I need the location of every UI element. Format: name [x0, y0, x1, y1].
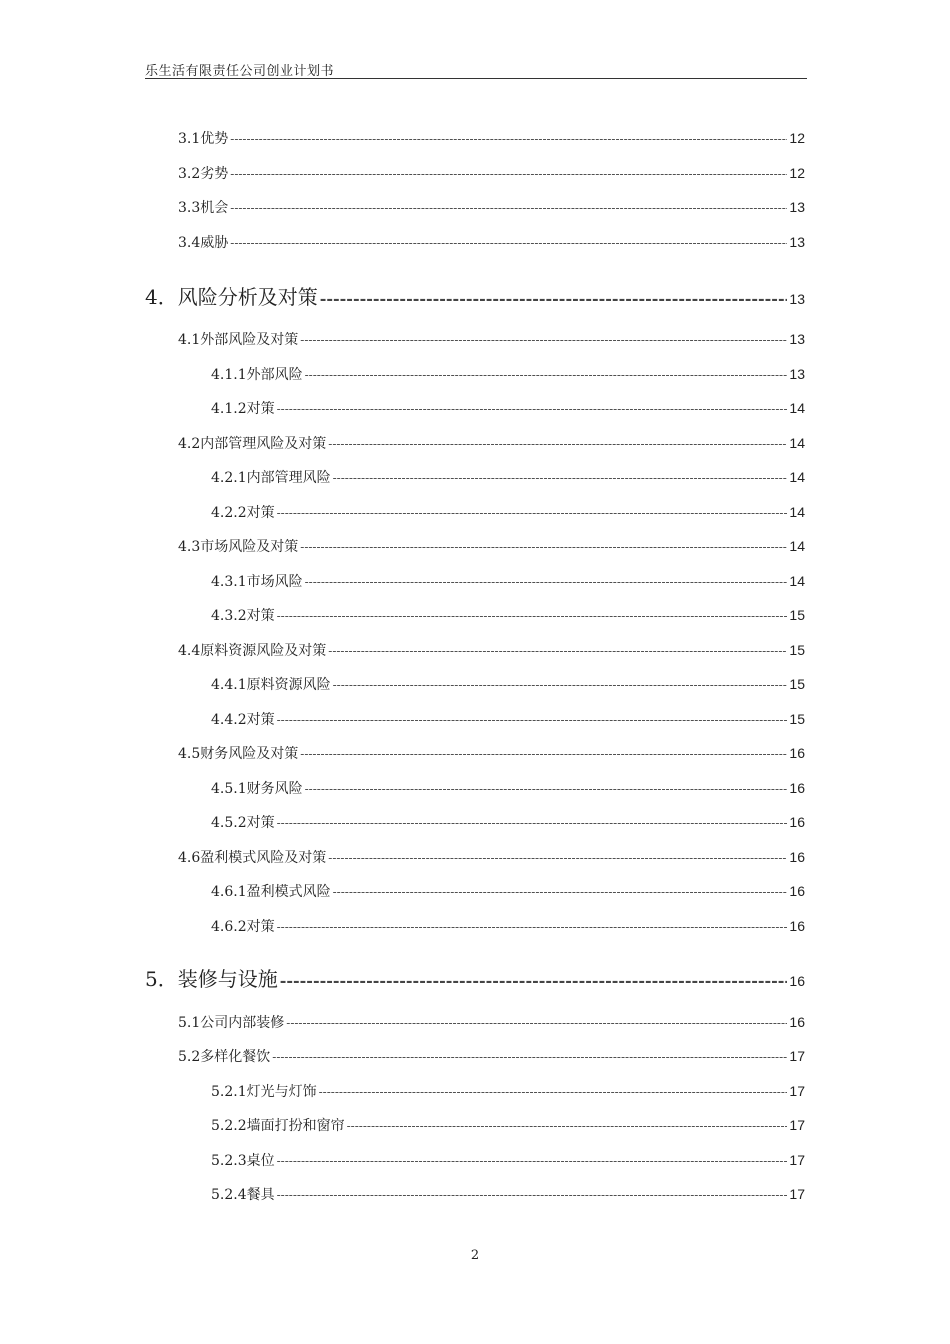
toc-entry-page: 17 [789, 1186, 805, 1202]
toc-leader-dashes [230, 132, 787, 146]
toc-entry[interactable] [178, 847, 805, 867]
toc-entry-page: 14 [789, 435, 805, 451]
toc-leader-dashes [328, 851, 787, 865]
toc-entry-page: 13 [789, 199, 805, 215]
toc-entry-page: 16 [789, 849, 805, 865]
toc-leader-dashes [347, 1119, 788, 1133]
toc-entry-title: 4.2.2对策 [211, 505, 275, 521]
toc-entry[interactable] [211, 398, 805, 418]
toc-entry-page: 13 [789, 234, 805, 250]
toc-entry-title: 5.1公司内部装修 [178, 1015, 285, 1031]
toc-entry-title: 3.1优势 [178, 131, 229, 147]
toc-leader-dashes [277, 1154, 788, 1168]
toc-leader-dashes [319, 1085, 788, 1099]
document-title: 乐生活有限责任公司创业计划书 [145, 64, 335, 79]
toc-entry-title: 3.3机会 [178, 200, 229, 216]
toc-entry-page: 13 [789, 291, 805, 307]
toc-leader-dashes [300, 540, 787, 554]
toc-entry-page: 16 [789, 918, 805, 934]
toc-leader-dashes [277, 713, 788, 727]
toc-leader-dashes [277, 816, 788, 830]
toc-leader-dashes [320, 289, 788, 308]
toc-entry-page: 16 [789, 814, 805, 830]
toc-entry-title: 4.4.1原料资源风险 [211, 677, 331, 693]
toc-entry[interactable] [145, 963, 805, 992]
toc-entry[interactable] [178, 128, 805, 148]
toc-entry-title: 4.4.2对策 [211, 712, 275, 728]
toc-entry[interactable] [178, 232, 805, 252]
toc-entry-title: 4.2.1内部管理风险 [211, 470, 331, 486]
toc-entry-title: 5．装修与设施 [145, 967, 278, 991]
toc-entry-page: 15 [789, 676, 805, 692]
toc-entry-title: 4.3.2对策 [211, 608, 275, 624]
toc-entry-title: 4.5财务风险及对策 [178, 746, 299, 762]
toc-entry[interactable] [211, 1184, 805, 1204]
toc-entry[interactable] [211, 467, 805, 487]
toc-leader-dashes [277, 506, 788, 520]
toc-leader-dashes [277, 920, 788, 934]
toc-entry[interactable] [211, 674, 805, 694]
toc-entry[interactable] [211, 571, 805, 591]
toc-leader-dashes [277, 402, 788, 416]
toc-leader-dashes [230, 236, 787, 250]
toc-entry-title: 5.2.3桌位 [211, 1153, 275, 1169]
toc-entry-title: 4.6.2对策 [211, 919, 275, 935]
toc-leader-dashes [305, 368, 788, 382]
toc-entry[interactable] [211, 1150, 805, 1170]
toc-entry-title: 4.6.1盈利模式风险 [211, 884, 331, 900]
toc-entry-page: 16 [789, 883, 805, 899]
toc-entry[interactable] [178, 1012, 805, 1032]
toc-leader-dashes [333, 885, 788, 899]
toc-entry-title: 5.2.4餐具 [211, 1187, 275, 1203]
toc-entry-page: 12 [789, 165, 805, 181]
toc-entry-title: 4.1.2对策 [211, 401, 275, 417]
toc-entry-page: 17 [789, 1117, 805, 1133]
toc-entry-title: 4.6盈利模式风险及对策 [178, 850, 327, 866]
toc-entry-title: 4.5.1财务风险 [211, 781, 303, 797]
toc-leader-dashes [230, 201, 787, 215]
toc-entry-page: 17 [789, 1152, 805, 1168]
toc-leader-dashes [333, 471, 788, 485]
toc-leader-dashes [277, 609, 788, 623]
toc-entry-title: 3.4威胁 [178, 235, 229, 251]
toc-leader-dashes [230, 167, 787, 181]
toc-entry-page: 14 [789, 504, 805, 520]
toc-entry[interactable] [178, 536, 805, 556]
toc-entry-title: 5.2.1灯光与灯饰 [211, 1084, 317, 1100]
toc-entry-page: 16 [789, 973, 805, 989]
toc-entry-page: 13 [789, 331, 805, 347]
toc-entry-page: 15 [789, 711, 805, 727]
toc-entry-page: 16 [789, 745, 805, 761]
toc-leader-dashes [277, 1188, 788, 1202]
page-header [145, 58, 807, 79]
toc-entry[interactable] [178, 1046, 805, 1066]
toc-entry-page: 13 [789, 366, 805, 382]
toc-entry-page: 17 [789, 1048, 805, 1064]
toc-entry-title: 4.1外部风险及对策 [178, 332, 299, 348]
toc-entry-title: 4.3.1市场风险 [211, 574, 303, 590]
toc-entry-title: 4．风险分析及对策 [145, 285, 318, 309]
toc-entry[interactable] [211, 709, 805, 729]
toc-entry[interactable] [178, 640, 805, 660]
toc-entry-title: 5.2.2墙面打扮和窗帘 [211, 1118, 345, 1134]
toc-entry[interactable] [211, 1081, 805, 1101]
toc-entry[interactable] [178, 743, 805, 763]
toc-leader-dashes [333, 678, 788, 692]
toc-entry[interactable] [211, 778, 805, 798]
toc-leader-dashes [272, 1050, 787, 1064]
toc-entry-page: 14 [789, 400, 805, 416]
toc-entry[interactable] [178, 197, 805, 217]
toc-entry-page: 14 [789, 469, 805, 485]
toc-entry[interactable] [211, 605, 805, 625]
toc-entry-title: 5.2多样化餐饮 [178, 1049, 271, 1065]
toc-entry-page: 16 [789, 1014, 805, 1030]
toc-leader-dashes [305, 575, 788, 589]
toc-entry-title: 4.2内部管理风险及对策 [178, 436, 327, 452]
toc-entry-page: 15 [789, 607, 805, 623]
toc-entry[interactable] [211, 364, 805, 384]
toc-leader-dashes [328, 437, 787, 451]
toc-entry-page: 14 [789, 538, 805, 554]
toc-entry-page: 12 [789, 130, 805, 146]
toc-entry[interactable] [211, 916, 805, 936]
toc-entry-title: 3.2劣势 [178, 166, 229, 182]
toc-entry[interactable] [145, 281, 805, 310]
toc-entry[interactable] [211, 1115, 805, 1135]
toc-entry-page: 14 [789, 573, 805, 589]
toc-entry-page: 16 [789, 780, 805, 796]
toc-leader-dashes [305, 782, 788, 796]
toc-leader-dashes [328, 644, 787, 658]
toc-entry-title: 4.1.1外部风险 [211, 367, 303, 383]
toc-entry-page: 15 [789, 642, 805, 658]
toc-entry-page: 17 [789, 1083, 805, 1099]
toc-leader-dashes [300, 333, 787, 347]
page-number: 2 [470, 1248, 480, 1263]
toc-entry[interactable] [178, 163, 805, 183]
toc-leader-dashes [286, 1016, 787, 1030]
toc-entry[interactable] [211, 502, 805, 522]
toc-leader-dashes [280, 971, 788, 990]
toc-entry[interactable] [211, 812, 805, 832]
toc-entry[interactable] [178, 433, 805, 453]
toc-entry-title: 4.4原料资源风险及对策 [178, 643, 327, 659]
toc-leader-dashes [300, 747, 787, 761]
toc-entry-title: 4.5.2对策 [211, 815, 275, 831]
toc-entry[interactable] [178, 329, 805, 349]
toc-entry[interactable] [211, 881, 805, 901]
toc-entry-title: 4.3市场风险及对策 [178, 539, 299, 555]
